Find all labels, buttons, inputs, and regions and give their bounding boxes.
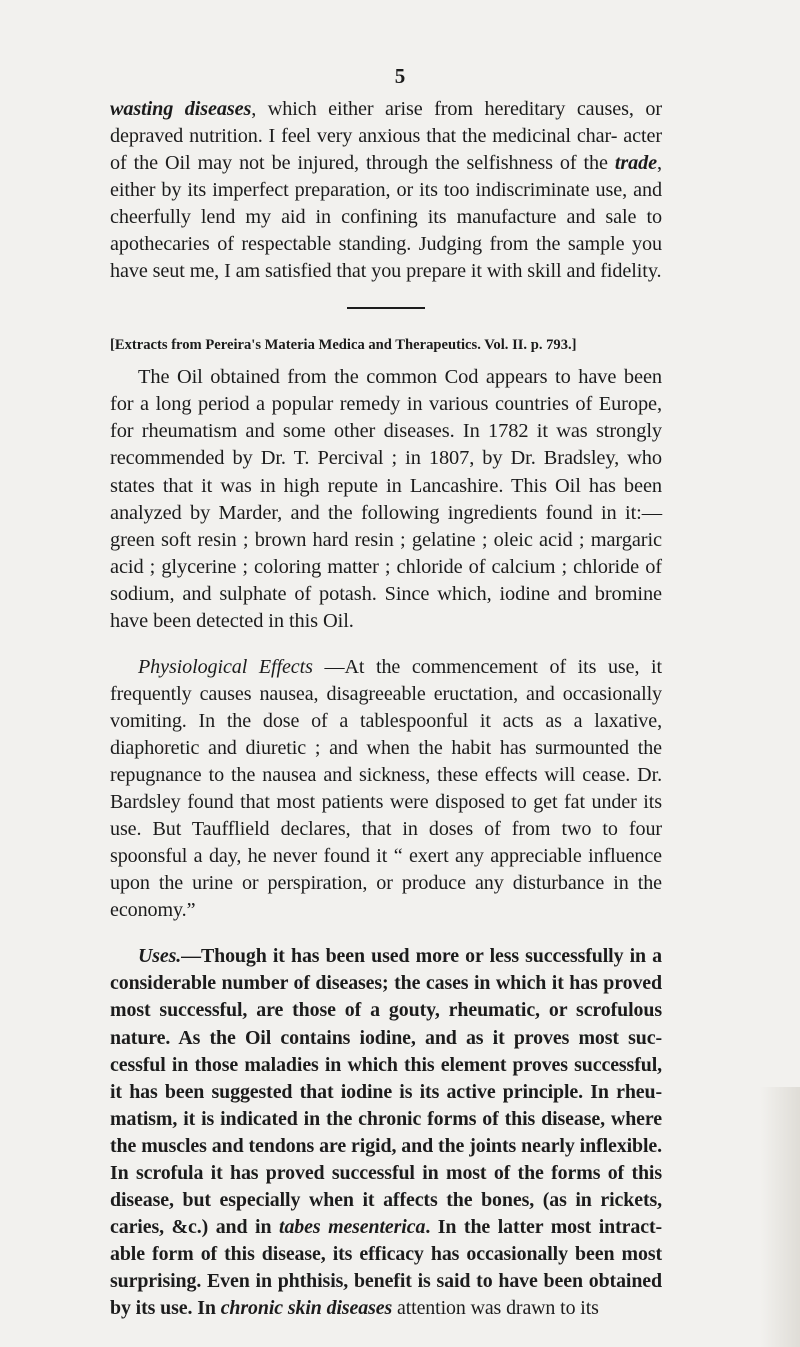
emphasis-tabes-mesenterica: tabes mesenterica	[279, 1216, 426, 1239]
paragraph-uses: Uses.—Though it has been used more or less successfully in a considerable number of diseases; the cases in which it has proved most successful, are those of a gouty, rheumatic, or scrofulous nature. As the Oil contains iodine, and as it proves most suc- cessful in those maladies in which this element proves successful, it has been suggested that iodine is its active principle. In rheu- matism, it is indicated in the chronic forms of this disease, where the muscles and tendons are rigid, and the joints nearly inflexible. In scrofula it has proved successful in most of the forms of this disease, but especially when it affects the bones, (as in rickets, caries, &c.) and in tabes mesenterica. In the latter most intract- able form of this disease, its efficacy has occasionally been most surprising. Even in phthisis, benefit is said to have been obtained by its use. In chronic skin diseases attention was drawn to its	[110, 945, 663, 1320]
heading-physiological-effects: Physiological Effects	[138, 655, 313, 678]
page-edge-shadow	[760, 1087, 800, 1347]
paragraph-oil-history: The Oil obtained from the common Cod appears to have been for a long period a popular remedy in various countries of Europe, for rheumatism and some other diseases. In 1782 it was strongly recommended by Dr. T. Percival ; in 1807, by Dr. Bradsley, who states that it was in high repute in Lancashire. This Oil has been analyzed by Marder, and the following ingredients found in it:— green soft resin ; brown hard resin ; gelatine ; oleic acid ; margaric acid ; glycerine ; coloring matter ; chloride of calcium ; chloride of sodium, and sulphate of potash. Since which, iodine and bromine have been detected in this Oil.	[110, 366, 662, 632]
paragraph-physiological-effects: Physiological Effects —At the commencement of its use, it frequently causes nausea, disagreeable eructation, and occasionally vomiting. In the dose of a tablespoonful it acts as a laxative, diaphoretic and diuretic ; and when the habit has surmounted the repugnance to the nausea and sickness, these effects will cease. Dr. Bardsley found that most patients were disposed to get fat under its use. But Taufflield declares, that in doses of from two to four spoonsful a day, he never found it “ exert any appreciable influence upon the urine or perspiration, or produce any disturbance in the economy.”	[110, 655, 662, 922]
page-number: 5	[394, 64, 406, 88]
section-rule	[347, 307, 425, 309]
heading-uses: Uses.	[138, 945, 182, 968]
emphasis-trade: trade	[614, 152, 658, 175]
citation-extract: [Extracts from Pereira's Materia Medica and Therapeutics. Vol. II. p. 793.]	[110, 337, 577, 354]
emphasis-wasting-diseases: wasting diseases	[110, 98, 252, 120]
paragraph-letter-continuation: wasting diseases, which either arise from hereditary causes, or depraved nutrition. I feel very anxious that the medicinal char- acter of the Oil may not be injured, through the selfishness of the trade, either by its imperfect preparation, or its too indiscriminate use, and cheerfully lend my aid in confining its manufacture and sale to apothecaries of respectable standing. Judging from the sample you have seut me, I am satisfied that you prepare it with skill and fidelity.	[110, 98, 662, 283]
section-uses	[110, 943, 662, 1322]
page-body	[110, 96, 662, 1323]
emphasis-chronic-skin-diseases: chronic skin diseases	[220, 1297, 393, 1320]
